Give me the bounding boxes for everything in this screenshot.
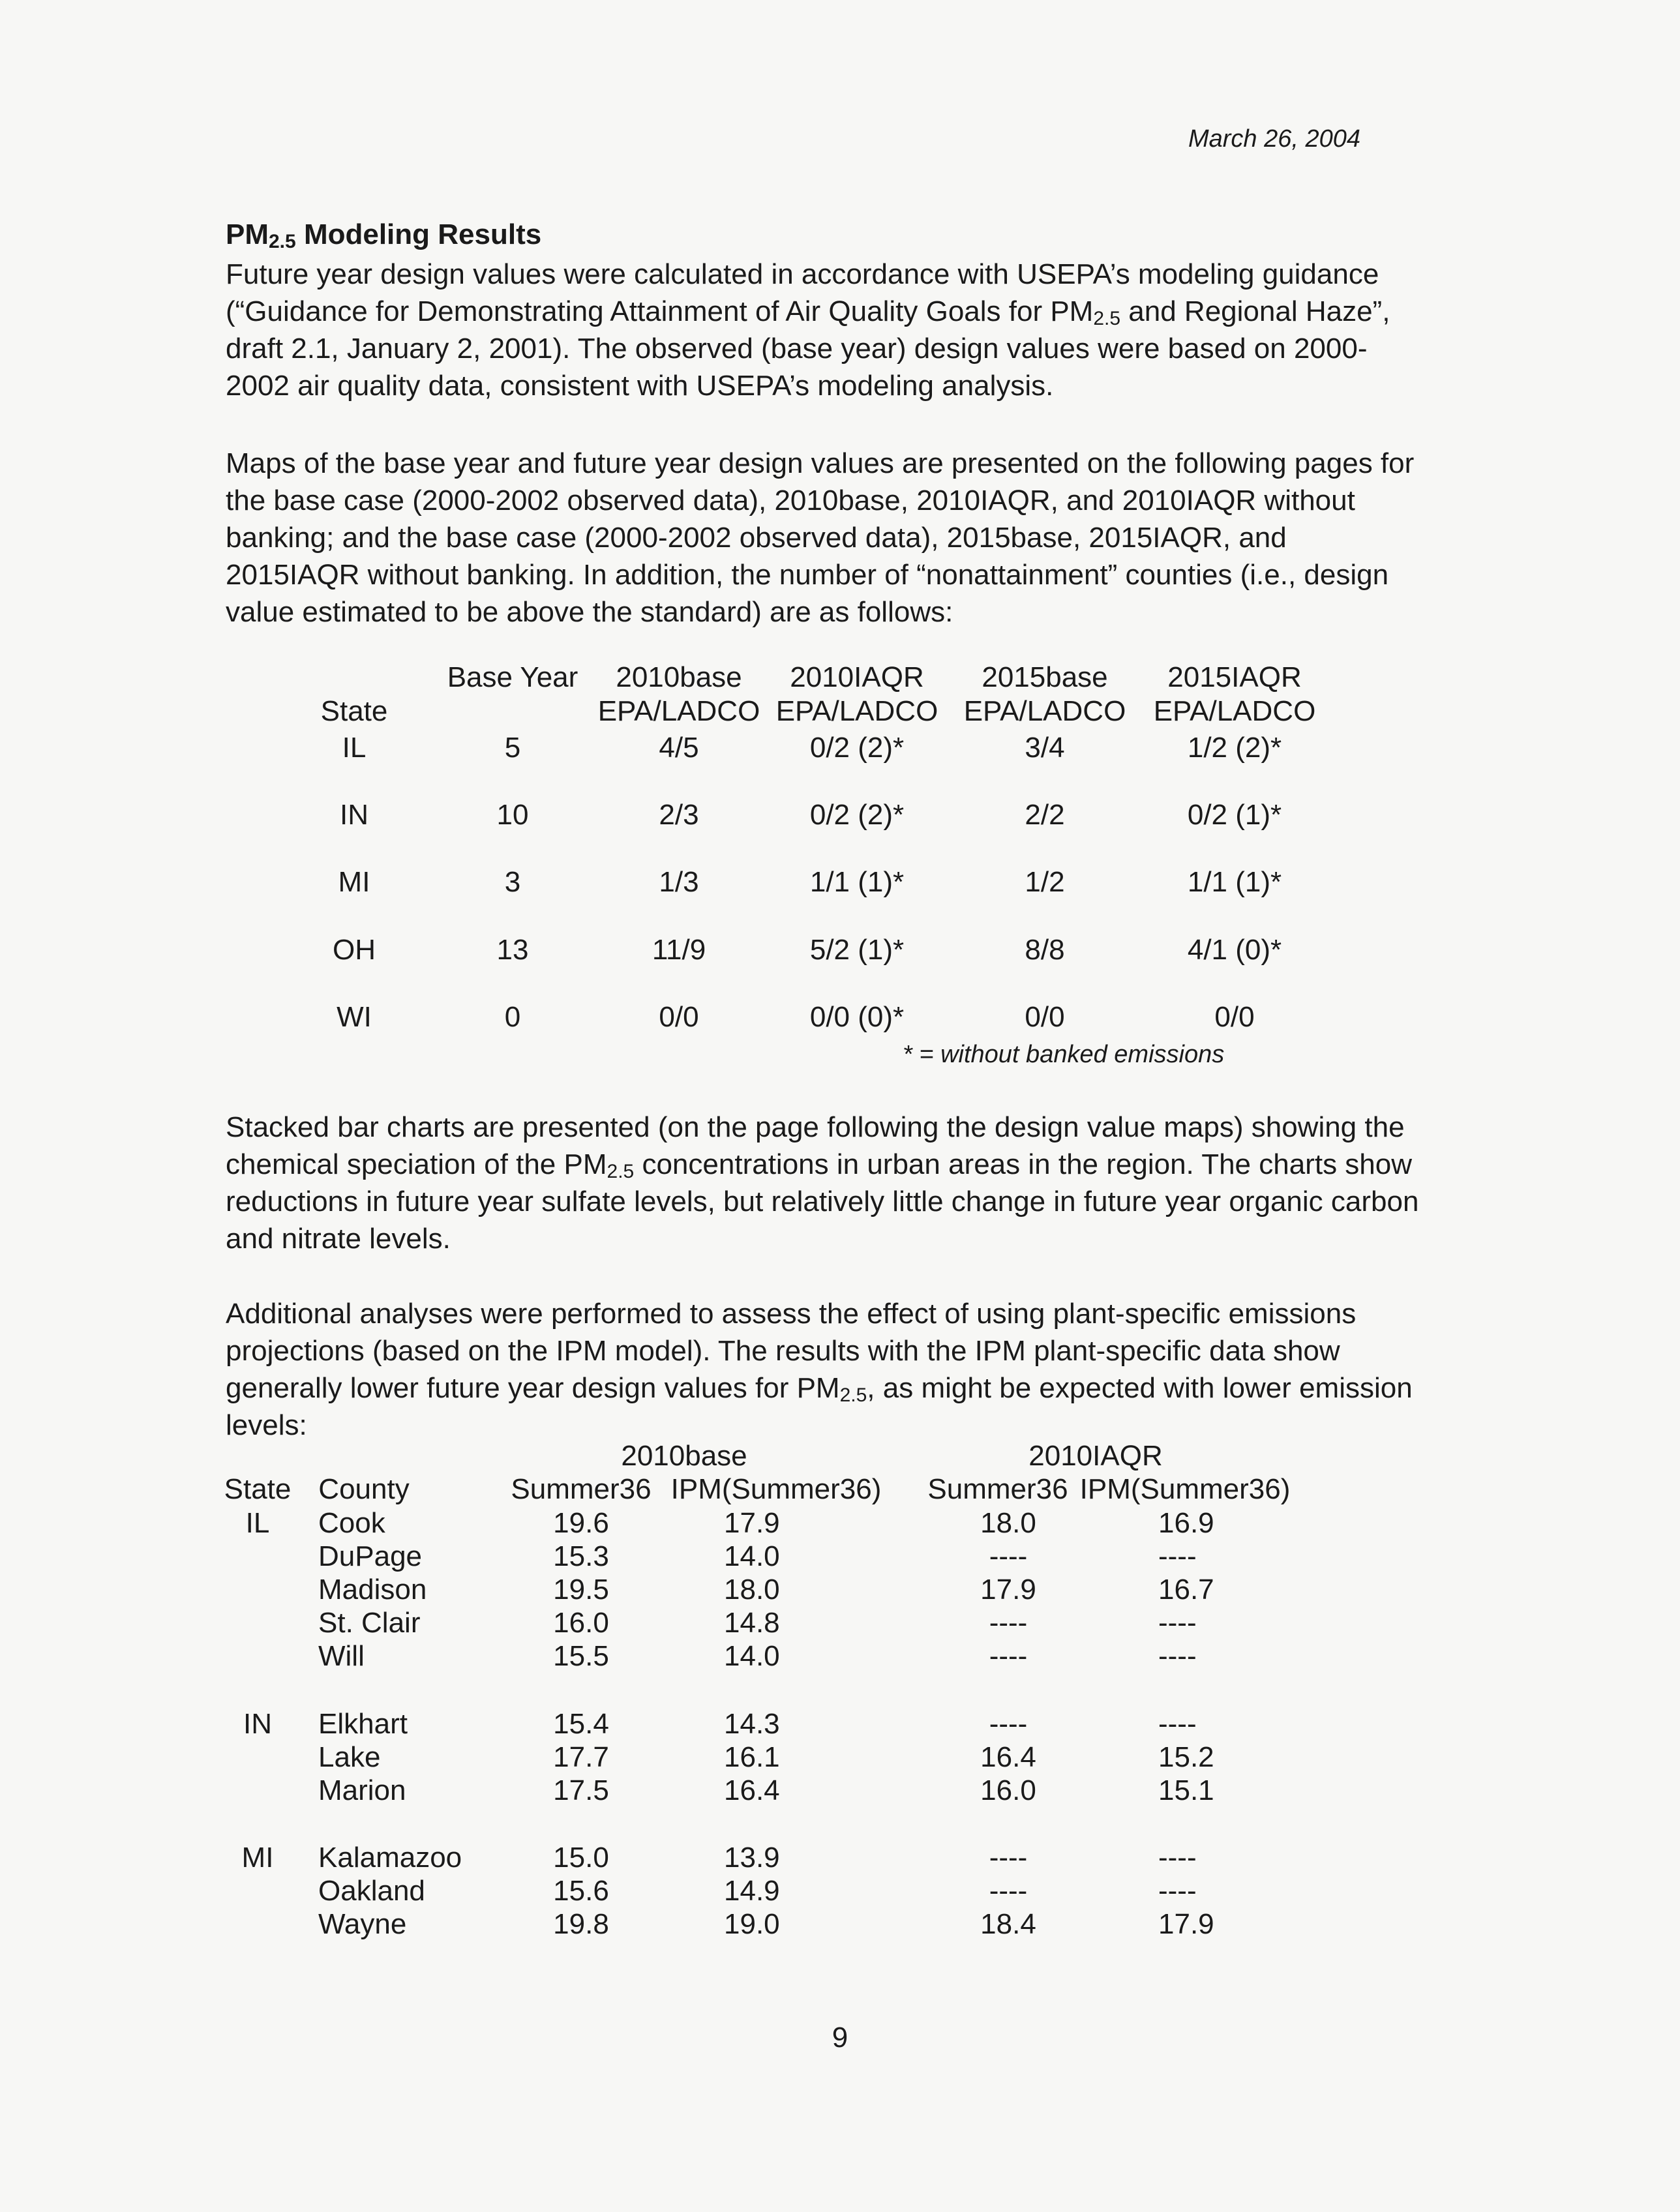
table2-cell: 19.5: [553, 1574, 609, 1606]
table2-column-header: IPM(Summer36): [1079, 1473, 1291, 1505]
table1-cell: 3/4: [1025, 732, 1065, 764]
table1-header-bottom: State: [320, 695, 388, 727]
table1-cell: 10: [496, 799, 529, 831]
table2-cell: ----: [1158, 1875, 1197, 1907]
table2-cell: ----: [1158, 1540, 1197, 1572]
table2-cell: 13.9: [724, 1842, 780, 1874]
table2-cell: 16.0: [553, 1607, 609, 1639]
paragraph-stacked-bars-text-a: Stacked bar charts are presented (on the page following the design value maps) showing the chemical speciation of the PM: [226, 1111, 1405, 1180]
table1-header-top: 2015IAQR: [1167, 661, 1302, 693]
table1-cell: 0/0: [1025, 1001, 1065, 1033]
table1-header-top: 2010base: [616, 661, 742, 693]
table1-cell: 0/2 (2)*: [809, 732, 905, 764]
paragraph-maps: Maps of the base year and future year design values are presented on the following pages for the base case (2000-2002 observed data), 2010base, 2010IAQR, and 2010IAQR without banking; and the base case (2000-2002 observed data), 2015base, 2015IAQR, and 2015IAQR without banking. In addition, the number of “nonattainment” counties (i.e., design value estimated to be above the standard) are as follows:: [226, 447, 1415, 628]
table2-cell: 18.0: [724, 1574, 780, 1606]
table2-group-header: 2010base: [621, 1440, 747, 1472]
table2-cell: 15.1: [1158, 1774, 1214, 1806]
table1-cell: 4/1 (0)*: [1187, 934, 1282, 966]
table2-cell: Madison: [318, 1574, 427, 1606]
table1-cell: 1/3: [659, 866, 699, 898]
table2-cell: 16.0: [980, 1774, 1036, 1806]
table2-cell: 17.9: [724, 1507, 780, 1539]
table1-cell: 0/2 (1)*: [1187, 799, 1282, 831]
table2-column-header: State: [224, 1473, 292, 1505]
table2-cell: 16.4: [724, 1774, 780, 1806]
table1-cell: 8/8: [1025, 934, 1065, 966]
table1-footnote: * = without banked emissions: [903, 1041, 1225, 1068]
table2-column-header: County: [318, 1473, 410, 1505]
table2-cell: 16.9: [1158, 1507, 1214, 1539]
table2-cell: ----: [1158, 1708, 1197, 1740]
table2-cell: 18.0: [980, 1507, 1036, 1539]
document-date: March 26, 2004: [1188, 125, 1360, 153]
paragraph-ipm-analysis: [226, 1295, 1419, 1444]
table2-cell: Elkhart: [318, 1708, 408, 1740]
table2-group-header: 2010IAQR: [1028, 1440, 1163, 1472]
table1-cell: 4/5: [659, 732, 699, 764]
table1-header-bottom: EPA/LADCO: [597, 695, 760, 727]
table2-cell: ----: [989, 1540, 1028, 1572]
paragraph-ipm-subscript: 2.5: [839, 1384, 867, 1406]
table2-cell: 16.1: [724, 1741, 780, 1773]
table2-cell: 19.0: [724, 1908, 780, 1940]
table1-cell: 2/3: [659, 799, 699, 831]
table2-cell: 19.6: [553, 1507, 609, 1539]
table2-cell: IN: [243, 1708, 272, 1740]
heading-subscript: 2.5: [269, 231, 296, 252]
table1-cell: 0/0: [659, 1001, 699, 1033]
table1-header-top: 2010IAQR: [790, 661, 924, 693]
paragraph-stacked-bars: [226, 1109, 1419, 1257]
paragraph-guidance-text-b: and Regional Haze”, draft 2.1, January 2, 2001). The observed (base year) design values were based on 2000-2002 air quality data, consistent with USEPA’s modeling analysis.: [226, 295, 1390, 402]
heading-suffix: Modeling Results: [295, 218, 542, 250]
table2-cell: 14.0: [724, 1540, 780, 1572]
table1-cell: 0/2 (2)*: [809, 799, 905, 831]
table2-cell: 15.5: [553, 1640, 609, 1672]
table2-cell: ----: [989, 1708, 1028, 1740]
table2-cell: ----: [1158, 1842, 1197, 1874]
table2-cell: 16.4: [980, 1741, 1036, 1773]
section-heading: [226, 218, 541, 251]
table2-cell: 16.7: [1158, 1574, 1214, 1606]
table2-cell: 14.3: [724, 1708, 780, 1740]
table2-cell: Cook: [318, 1507, 385, 1539]
paragraph-stacked-bars-text-b: concentrations in urban areas in the region. The charts show reductions in future year sulfate levels, but relatively little change in future year organic carbon and nitrate levels.: [226, 1148, 1419, 1255]
table2-cell: Kalamazoo: [318, 1842, 462, 1874]
table2-cell: 19.8: [553, 1908, 609, 1940]
table1-cell: 11/9: [652, 934, 706, 966]
table2-cell: 17.5: [553, 1774, 609, 1806]
table2-cell: MI: [241, 1842, 274, 1874]
table1-cell: 1/2 (2)*: [1187, 732, 1282, 764]
table2-cell: ----: [989, 1842, 1028, 1874]
table1-cell: 1/1 (1)*: [1187, 866, 1282, 898]
table1-cell: 3: [504, 866, 521, 898]
table2-column-header: Summer36: [927, 1473, 1068, 1505]
table2-cell: ----: [1158, 1607, 1197, 1639]
paragraph-guidance-subscript: 2.5: [1093, 308, 1121, 329]
table1-cell: 5: [504, 732, 521, 764]
table2-cell: IL: [245, 1507, 270, 1539]
table1-header-bottom: EPA/LADCO: [775, 695, 938, 727]
table2-cell: Marion: [318, 1774, 406, 1806]
table1-cell: 2/2: [1025, 799, 1065, 831]
table2-cell: 18.4: [980, 1908, 1036, 1940]
table1-cell: 1/2: [1025, 866, 1065, 898]
table2-cell: 15.0: [553, 1842, 609, 1874]
table1-cell: OH: [333, 934, 376, 966]
paragraph-guidance-text-a: Future year design values were calculated in accordance with USEPA’s modeling guidance (“Guidance for Demonstrating Attainment of Air Quality Goals for PM: [226, 258, 1379, 327]
paragraph-ipm-text-a: Additional analyses were performed to assess the effect of using plant-specific emissions projections (based on the IPM model). The results with the IPM plant-specific data show generally lower future year design values for PM: [226, 1298, 1357, 1404]
table1-cell: IN: [340, 799, 368, 831]
table2-cell: 17.7: [553, 1741, 609, 1773]
table2-cell: Wayne: [318, 1908, 407, 1940]
table2-cell: ----: [989, 1640, 1028, 1672]
table1-cell: 0: [504, 1001, 521, 1033]
table2-cell: ----: [989, 1875, 1028, 1907]
table2-cell: Oakland: [318, 1875, 425, 1907]
table1-cell: 1/1 (1)*: [809, 866, 905, 898]
table1-cell: 0/0: [1214, 1001, 1255, 1033]
table2-cell: ----: [989, 1607, 1028, 1639]
table1-header-bottom: EPA/LADCO: [1153, 695, 1316, 727]
table2-cell: 14.9: [724, 1875, 780, 1907]
table1-cell: WI: [337, 1001, 372, 1033]
table2-cell: 15.2: [1158, 1741, 1214, 1773]
table2-cell: Will: [318, 1640, 365, 1672]
table2-cell: 14.8: [724, 1607, 780, 1639]
table2-cell: 15.4: [553, 1708, 609, 1740]
table2-cell: St. Clair: [318, 1607, 421, 1639]
table2-cell: 15.3: [553, 1540, 609, 1572]
table2-cell: DuPage: [318, 1540, 423, 1572]
table2-cell: 17.9: [980, 1574, 1036, 1606]
paragraph-ipm-text-b: , as might be expected with lower emission levels:: [226, 1372, 1413, 1441]
table2-cell: ----: [1158, 1640, 1197, 1672]
table2-cell: Lake: [318, 1741, 381, 1773]
page-number: 9: [832, 2022, 848, 2054]
table1-cell: 5/2 (1)*: [809, 934, 905, 966]
table1-cell: IL: [342, 732, 367, 764]
paragraph-stacked-bars-subscript: 2.5: [607, 1161, 635, 1182]
table1-cell: MI: [338, 866, 370, 898]
table2-column-header: Summer36: [511, 1473, 652, 1505]
table1-cell: 0/0 (0)*: [809, 1001, 905, 1033]
table1-header-bottom: EPA/LADCO: [963, 695, 1126, 727]
table2-column-header: IPM(Summer36): [670, 1473, 882, 1505]
table2-cell: 17.9: [1158, 1908, 1214, 1940]
paragraph-guidance: [226, 256, 1419, 404]
table1-header-top: Base Year: [447, 661, 578, 693]
heading-prefix: PM: [226, 218, 269, 250]
table1-cell: 13: [496, 934, 529, 966]
table2-cell: 14.0: [724, 1640, 780, 1672]
table2-cell: 15.6: [553, 1875, 609, 1907]
table1-header-top: 2015base: [982, 661, 1108, 693]
